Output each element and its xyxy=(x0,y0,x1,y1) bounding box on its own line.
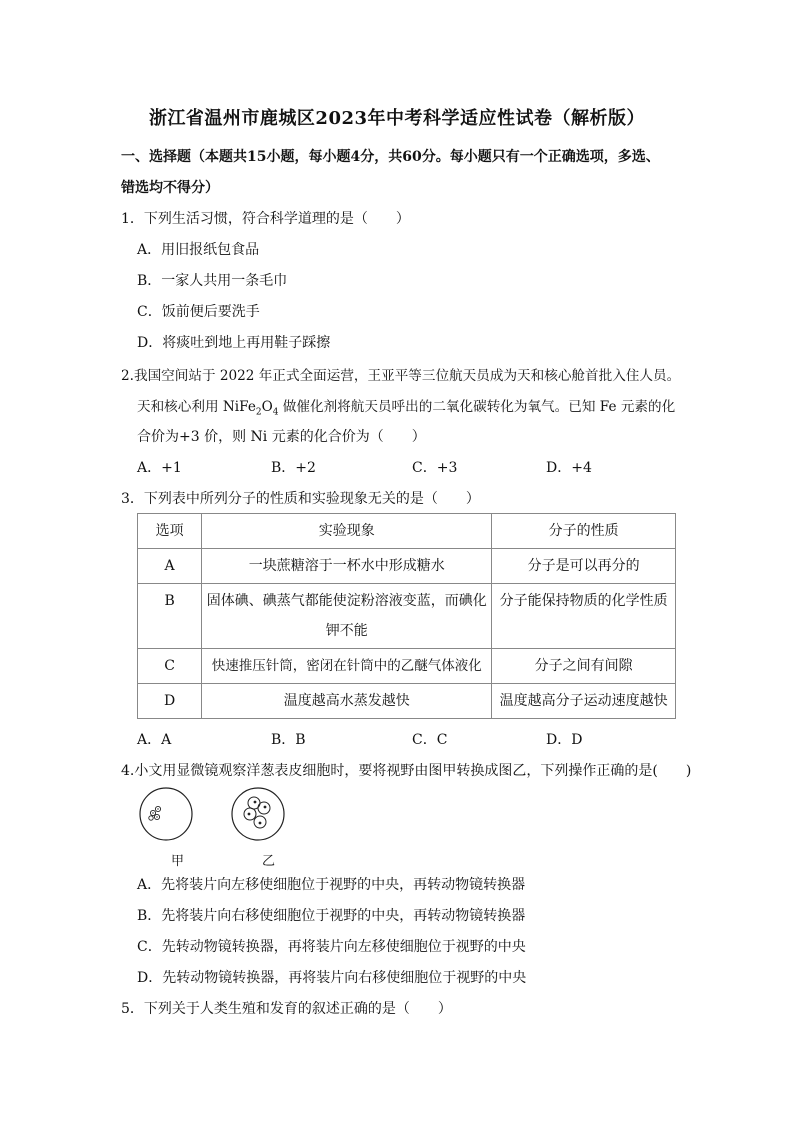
table-cell: 温度越高分子运动速度越快 xyxy=(492,684,676,719)
question-2-line2 xyxy=(137,395,675,418)
table-row xyxy=(138,684,676,719)
question-1-option-d: D．将痰吐到地上再用鞋子踩擦 xyxy=(137,335,331,351)
question-3-option-b: B．B xyxy=(271,732,306,748)
question-2-options xyxy=(0,457,794,477)
question-2-option-d: D．+4 xyxy=(546,460,592,476)
question-3-table xyxy=(137,513,676,719)
table-row xyxy=(138,549,676,584)
formula-subscript-2: 4 xyxy=(272,407,279,418)
table-row xyxy=(138,649,676,684)
question-2-line1: 2.我国空间站于 2022 年正式全面运营，王亚平等三位航天员成为天和核心舱首批入住人员。 xyxy=(121,368,681,384)
question-1-option-b: B．一家人共用一条毛巾 xyxy=(137,273,288,289)
formula-subscript-1: 2 xyxy=(255,407,262,418)
figure-label-yi: 乙 xyxy=(262,854,276,869)
question-4-stem: 4.小文用显微镜观察洋葱表皮细胞时，要将视野由图甲转换成图乙，下列操作正确的是( ) xyxy=(121,763,692,779)
table-cell: 固体碘、碘蒸气都能使淀粉溶液变蓝，而碘化钾不能 xyxy=(202,584,492,649)
microscope-field-figures xyxy=(134,782,304,848)
formula-part-3: 做催化剂将航天员呼出的二氧化碳转化为氧气。已知 Fe 元素的化 xyxy=(278,399,676,415)
page-title: 浙江省温州市鹿城区2023年中考科学适应性试卷（解析版） xyxy=(148,108,646,129)
table-cell: A xyxy=(138,549,202,584)
section-heading-line2: 错选均不得分） xyxy=(121,180,219,196)
question-4-option-b: B．先将装片向右移使细胞位于视野的中央，再转动物镜转换器 xyxy=(137,908,526,924)
section-heading-line1: 一、选择题（本题共15小题，每小题4分，共60分。每小题只有一个正确选项，多选、 xyxy=(121,149,660,165)
question-2-option-a: A．+1 xyxy=(137,460,182,476)
question-2-option-c: C．+3 xyxy=(412,460,458,476)
microscope-field-jia xyxy=(140,788,192,840)
question-4-option-c: C．先转动物镜转换器，再将装片向左移使细胞位于视野的中央 xyxy=(137,939,526,955)
table-cell: 分子之间有间隙 xyxy=(492,649,676,684)
table-cell: D xyxy=(138,684,202,719)
formula-part-1: 天和核心利用 NiFe xyxy=(137,399,256,415)
table-header-cell: 选项 xyxy=(138,514,202,549)
question-3-option-d: D．D xyxy=(546,732,583,748)
table-row xyxy=(138,584,676,649)
table-cell: B xyxy=(138,584,202,649)
formula-part-2: O xyxy=(261,399,273,415)
question-3-options xyxy=(0,729,794,749)
question-3-option-c: C．C xyxy=(412,732,448,748)
figure-label-jia: 甲 xyxy=(171,854,185,869)
table-header-row xyxy=(138,514,676,549)
table-cell: 温度越高水蒸发越快 xyxy=(202,684,492,719)
question-3-option-a: A．A xyxy=(137,732,172,748)
question-5-stem: 5．下列关于人类生殖和发育的叙述正确的是（ ） xyxy=(121,1001,452,1017)
question-2-line3: 合价为+3 价，则 Ni 元素的化合价为（ ） xyxy=(137,429,426,445)
question-1-option-a: A．用旧报纸包食品 xyxy=(137,242,260,258)
question-3-stem: 3．下列表中所列分子的性质和实验现象无关的是（ ） xyxy=(121,491,480,507)
table-cell: 快速推压针筒，密闭在针筒中的乙醚气体液化 xyxy=(202,649,492,684)
question-4-option-d: D．先转动物镜转换器，再将装片向右移使细胞位于视野的中央 xyxy=(137,970,527,986)
question-2-option-b: B．+2 xyxy=(271,460,316,476)
table-cell: C xyxy=(138,649,202,684)
table-cell: 分子能保持物质的化学性质 xyxy=(492,584,676,649)
table-cell: 分子是可以再分的 xyxy=(492,549,676,584)
question-1-option-c: C．饭前便后要洗手 xyxy=(137,304,260,320)
microscope-field-yi xyxy=(232,788,284,840)
question-1-stem: 1．下列生活习惯，符合科学道理的是（ ） xyxy=(121,211,410,227)
table-header-cell: 分子的性质 xyxy=(492,514,676,549)
table-header-cell: 实验现象 xyxy=(202,514,492,549)
question-4-option-a: A．先将装片向左移使细胞位于视野的中央，再转动物镜转换器 xyxy=(137,877,526,893)
table-cell: 一块蔗糖溶于一杯水中形成糖水 xyxy=(202,549,492,584)
